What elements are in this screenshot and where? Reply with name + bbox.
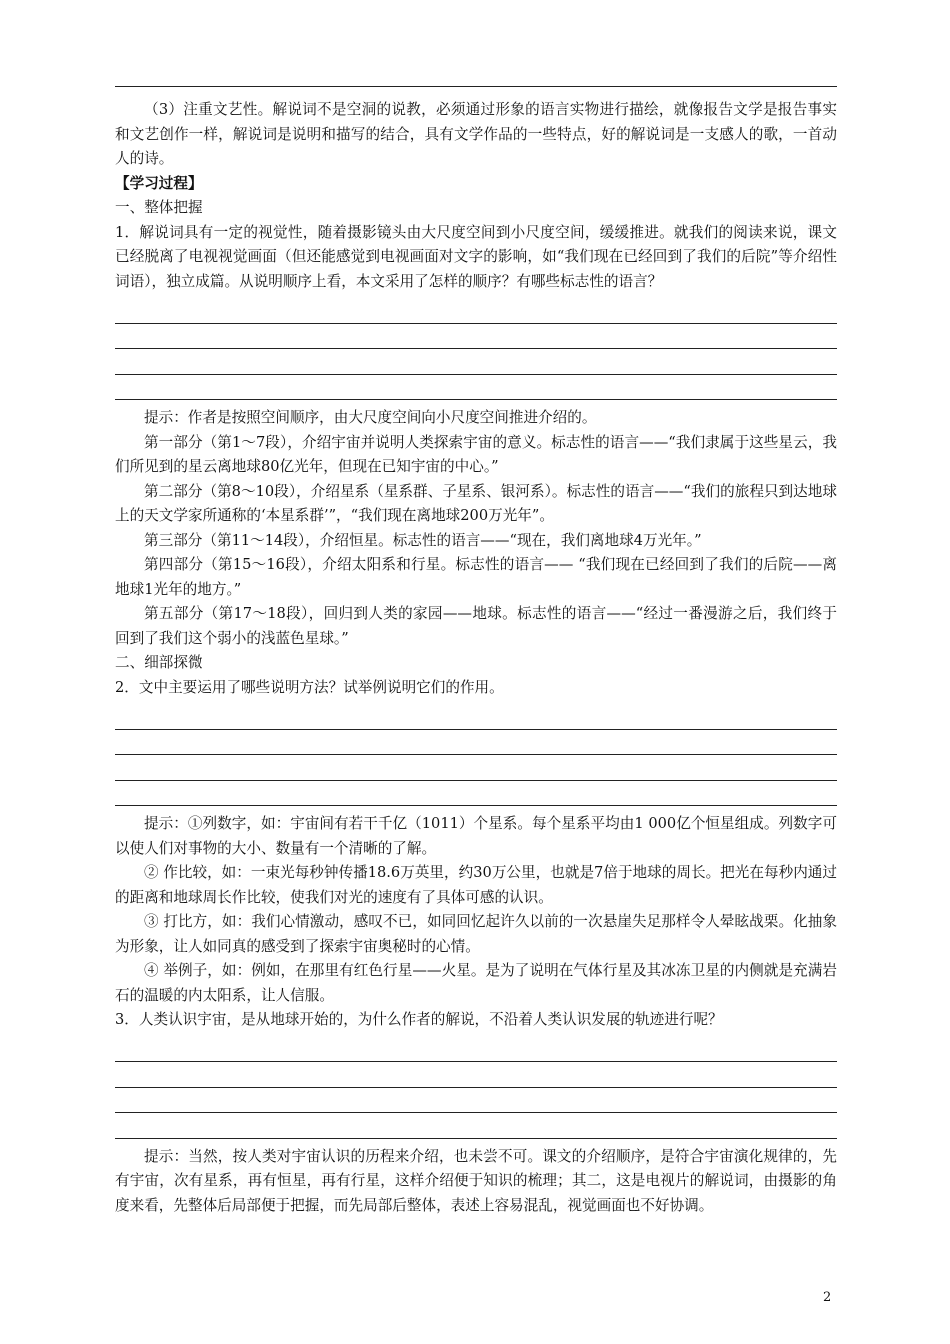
hint-1-part: 第五部分（第17～18段），回归到人类的家园——地球。标志性的语言——“经过一番漫游之后，我们终于回到了我们这个弱小的浅蓝色星球。” [115, 605, 837, 647]
answer-line[interactable] [115, 298, 837, 324]
hint-2-item: ③ 打比方，如：我们心情激动，感叹不已，如同回忆起许久以前的一次悬崖失足那样令人晕眩战栗。化抽象为形象，让人如同真的感受到了探索宇宙奥秘时的心情。 [115, 913, 837, 955]
answer-line[interactable] [115, 781, 837, 807]
hint-1-intro: 提示：作者是按照空间顺序，由大尺度空间向小尺度空间推进介绍的。 [144, 409, 597, 426]
answer-line[interactable] [115, 704, 837, 730]
question-2: 2．文中主要运用了哪些说明方法？试举例说明它们的作用。 [115, 678, 504, 696]
question-1: 1．解说词具有一定的视觉性，随着摄影镜头由大尺度空间到小尺度空间，缓缓推进。就我们的阅读来说，课文已经脱离了电视视觉画面（但还能感觉到电视画面对文字的影响，如“我们现在已经回到了我们的后院”等介绍性词语），独立成篇。从说明顺序上看，本文采用了怎样的顺序？有哪些标志性的语言？ [115, 223, 837, 290]
intro-paragraph-3: （3）注重文艺性。解说词不是空洞的说教，必须通过形象的语言实物进行描绘，就像报告文学是报告事实和文艺创作一样，解说词是说明和描写的结合，具有文学作品的一些特点，好的解说词是一支感人的歌，一首动人的诗。 [115, 101, 837, 167]
part2-title: 二、细部探微 [115, 654, 203, 671]
document-body [115, 98, 837, 1218]
hint-1-part: 第一部分（第1～7段），介绍宇宙并说明人类探索宇宙的意义。标志性的语言——“我们隶属于这些星云，我们所见到的星云离地球80亿光年，但现在已知宇宙的中心。” [115, 433, 837, 475]
answer-lines-3[interactable] [115, 1037, 837, 1139]
page-number: 2 [823, 1290, 832, 1305]
hint-1-part: 第四部分（第15～16段），介绍太阳系和行星。标志性的语言—— “我们现在已经回到了我们的后院——离地球1光年的地方。” [115, 556, 837, 598]
answer-line[interactable] [115, 375, 837, 401]
hint-2-item: ② 作比较，如：一束光每秒钟传播18.6万英里，约30万公里，也就是7倍于地球的周长。把光在每秒内通过的距离和地球周长作比较，使我们对光的速度有了具体可感的认识。 [115, 864, 837, 906]
answer-line[interactable] [115, 324, 837, 350]
hint-1-part: 第三部分（第11～14段），介绍恒星。标志性的语言——“现在，我们离地球4万光年。” [144, 531, 702, 549]
part1-title: 一、整体把握 [115, 199, 203, 216]
question-3: 3．人类认识宇宙，是从地球开始的，为什么作者的解说，不沿着人类认识发展的轨迹进行呢？ [115, 1011, 723, 1028]
answer-line[interactable] [115, 1037, 837, 1063]
answer-line[interactable] [115, 1113, 837, 1139]
answer-line[interactable] [115, 1088, 837, 1114]
answer-line[interactable] [115, 755, 837, 781]
answer-line[interactable] [115, 1062, 837, 1088]
header-rule [115, 86, 837, 87]
answer-line[interactable] [115, 349, 837, 375]
hint-2-item: 提示：①列数字，如：宇宙间有若干千亿（1011）个星系。每个星系平均由1 000亿个恒星组成。列数字可以使人们对事物的大小、数量有一个清晰的了解。 [115, 815, 837, 857]
hint-3: 提示：当然，按人类对宇宙认识的历程来介绍，也未尝不可。课文的介绍顺序，是符合宇宙演化规律的，先有宇宙，次有星系，再有恒星，再有行星，这样介绍便于知识的梳理；其二，这是电视片的解说词，由摄影的角度来看，先整体后局部便于把握，而先局部后整体，表述上容易混乱，视觉画面也不好协调。 [115, 1147, 837, 1214]
hint-1-part: 第二部分（第8～10段），介绍星系（星系群、子星系、银河系）。标志性的语言——“我们的旅程只到达地球上的天文学家所通称的‘本星系群’”，“我们现在离地球200万光年”。 [115, 482, 837, 524]
hint-2-item: ④ 举例子，如：例如，在那里有红色行星——火星。是为了说明在气体行星及其冰冻卫星的内侧就是充满岩石的温暖的内太阳系，让人信服。 [115, 962, 837, 1004]
answer-line[interactable] [115, 730, 837, 756]
answer-lines-2[interactable] [115, 704, 837, 806]
answer-lines-1[interactable] [115, 298, 837, 400]
section-heading: 【学习过程】 [115, 174, 203, 192]
